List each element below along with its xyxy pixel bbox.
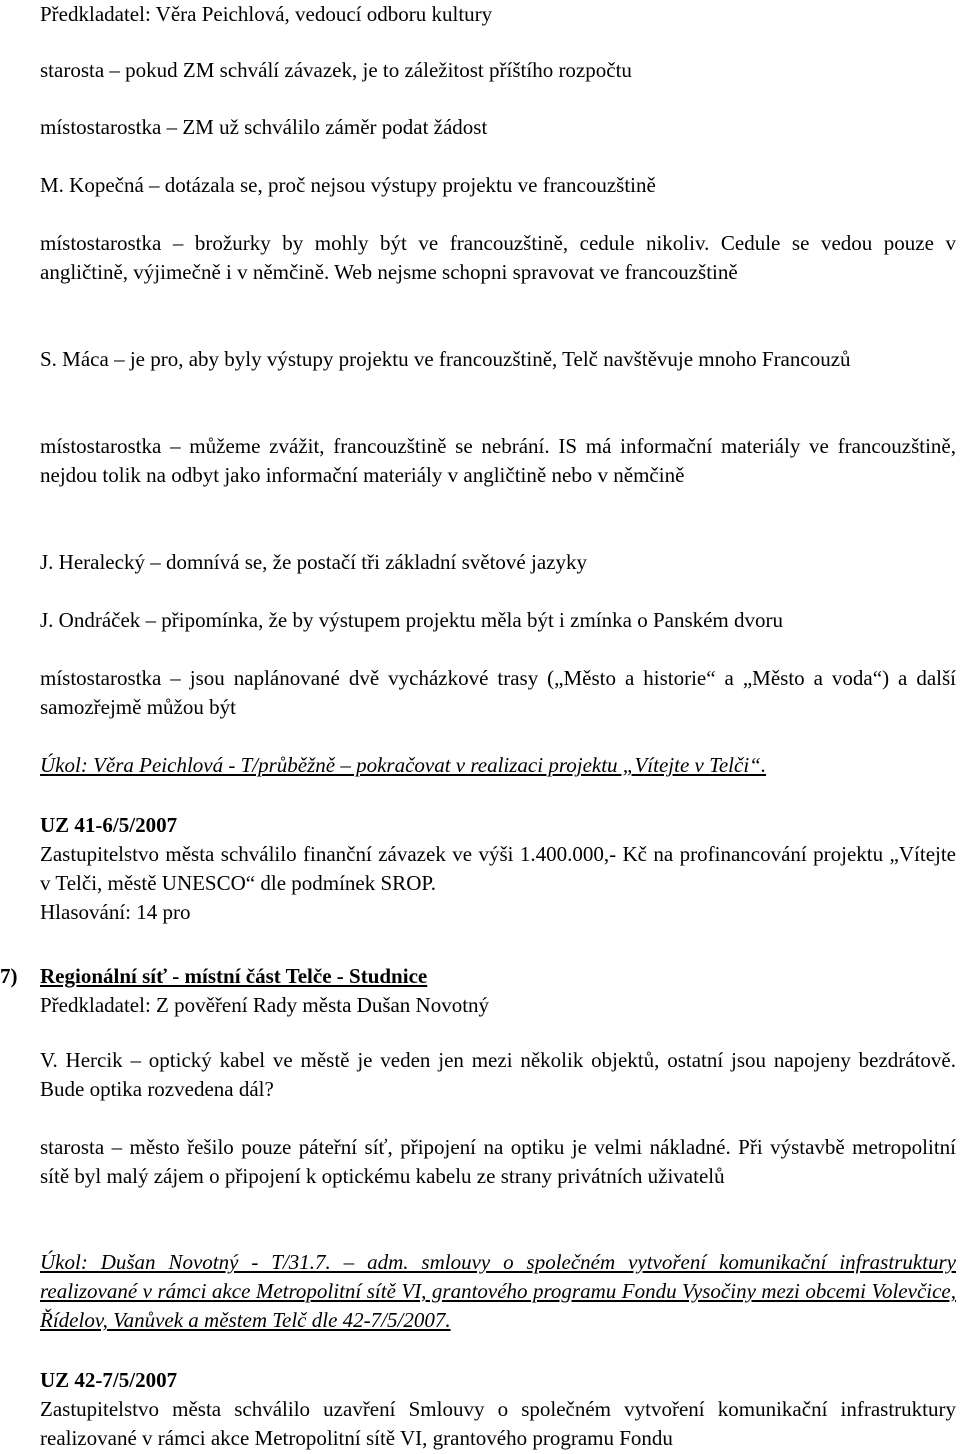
task-novotny: Úkol: Dušan Novotný - T/31.7. – adm. smlouvy o společném vytvoření komunikační infrastruktury realizované v rámci akce Metropolitní sítě VI, grantového programu Fondu Vysočiny mezi obcemi Volevčice, Řídelov, Vanůvek a městem Telč dle 42-7/5/2007. xyxy=(40,1250,956,1332)
task-peichlova: Úkol: Věra Peichlová - T/průběžně – pokračovat v realizaci projektu „Vítejte v Telči“. xyxy=(40,753,767,777)
paragraph-hercik: V. Hercik – optický kabel ve městě je veden jen mezi několik objektů, ostatní jsou napojeny bezdrátově. Bude optika rozvedena dál? xyxy=(40,1048,956,1101)
resolution-text-2: Zastupitelstvo města schválilo uzavření Smlouvy o společném vytvoření komunikační infrastruktury realizované v rámci akce Metropolitní sítě VI, grantového programu Fondu xyxy=(40,1397,956,1450)
paragraph-mayor: starosta – pokud ZM schválí závazek, je to záležitost příštího rozpočtu xyxy=(40,58,632,82)
resolution-text-1: Zastupitelstvo města schválilo finanční závazek ve výši 1.400.000,- Kč na profinancování projektu „Vítejte v Telči, městě UNESCO“ dle podmínek SROP. xyxy=(40,842,956,895)
agenda-item-title: Regionální síť - místní část Telče - Studnice xyxy=(40,964,428,988)
agenda-item-presenter: Předkladatel: Z pověření Rady města Dušan Novotný xyxy=(40,993,490,1017)
paragraph-heralecky: J. Heralecký – domnívá se, že postačí tři základní světové jazyky xyxy=(40,550,587,574)
agenda-item-number: 7) xyxy=(0,964,18,988)
paragraph-deputy-mayor: místostarostka – ZM už schválilo záměr podat žádost xyxy=(40,115,488,139)
resolution-vote-1: Hlasování: 14 pro xyxy=(40,900,191,924)
paragraph-mayor-2: starosta – město řešilo pouze páteřní síť, připojení na optiku je velmi nákladné. Při výstavbě metropolitní sítě byl malý zájem o připojení k optickému kabelu ze strany privátních uživatelů xyxy=(40,1135,956,1188)
paragraph-kopecna: M. Kopečná – dotázala se, proč nejsou výstupy projektu ve francouzštině xyxy=(40,173,656,197)
resolution-heading-2: UZ 42-7/5/2007 xyxy=(40,1368,178,1392)
paragraph-deputy-mayor-3: místostarostka – můžeme zvážit, francouzštině se nebrání. IS má informační materiály ve francouzštině, nejdou tolik na odbyt jako informační materiály v angličtině nebo v němčině xyxy=(40,434,956,487)
paragraph-maca: S. Máca – je pro, aby byly výstupy projektu ve francouzštině, Telč navštěvuje mnoho Francouzů xyxy=(40,347,851,371)
presenter-line: Předkladatel: Věra Peichlová, vedoucí odboru kultury xyxy=(40,2,493,26)
paragraph-ondracek: J. Ondráček – připomínka, že by výstupem projektu měla být i zmínka o Panském dvoru xyxy=(40,608,784,632)
paragraph-deputy-mayor-2: místostarostka – brožurky by mohly být ve francouzštině, cedule nikoliv. Cedule se vedou pouze v angličtině, výjimečně i v němčině. Web nejsme schopni spravovat ve francouzštině xyxy=(40,231,956,284)
resolution-heading-1: UZ 41-6/5/2007 xyxy=(40,813,178,837)
paragraph-deputy-mayor-4: místostarostka – jsou naplánované dvě vycházkové trasy („Město a historie“ a „Město a voda“) a další samozřejmě můžou být xyxy=(40,666,956,719)
